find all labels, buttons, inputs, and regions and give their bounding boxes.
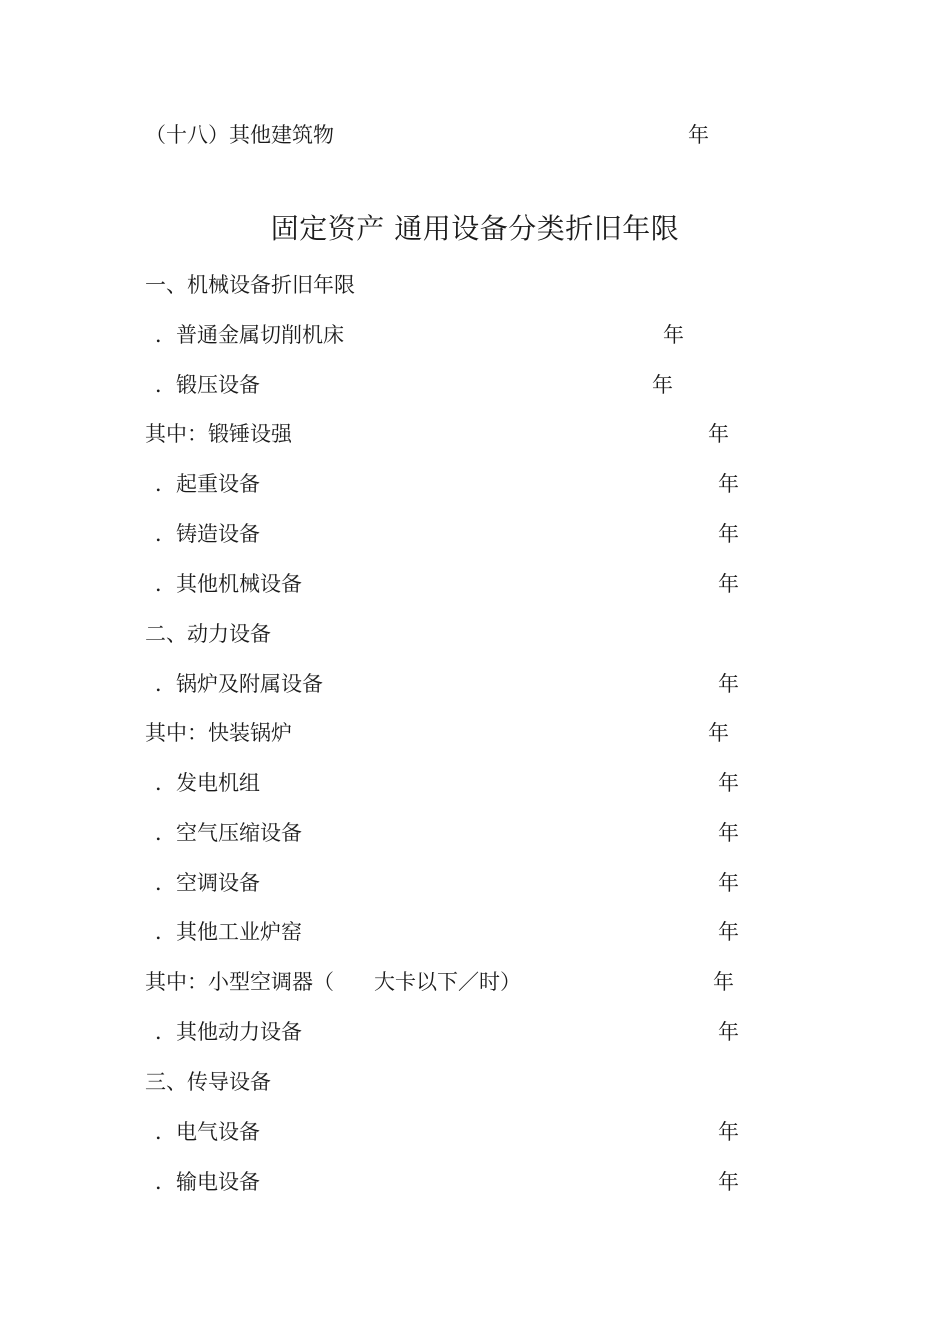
item-unit: 年 <box>718 1170 739 1194</box>
sub-item-label: 其中：锻锤设强 <box>145 422 292 446</box>
item-unit: 年 <box>718 572 739 596</box>
item-label: ．其他工业炉窑 <box>155 920 302 944</box>
item-label: ．锻压设备 <box>155 373 260 397</box>
item-label: ．起重设备 <box>155 472 260 496</box>
item-label: ．普通金属切削机床 <box>155 323 344 347</box>
item-unit: 年 <box>718 821 739 845</box>
item-unit: 年 <box>718 771 739 795</box>
item-label: ．其他机械设备 <box>155 572 302 596</box>
item-unit: 年 <box>718 522 739 546</box>
sub-item-label: 其中：小型空调器（ 大卡以下／时） <box>145 970 522 994</box>
item-unit: 年 <box>688 123 709 147</box>
item-label: ．空调设备 <box>155 871 260 895</box>
item-unit: 年 <box>713 970 734 994</box>
item-label: ．锅炉及附属设备 <box>155 672 323 696</box>
item-unit: 年 <box>718 920 739 944</box>
item-unit: 年 <box>652 373 673 397</box>
item-label: ．空气压缩设备 <box>155 821 302 845</box>
section-heading: 二、动力设备 <box>145 622 271 646</box>
item-unit: 年 <box>708 721 729 745</box>
item-label: ．电气设备 <box>155 1120 260 1144</box>
item-label: ．发电机组 <box>155 771 260 795</box>
item-label: （十八）其他建筑物 <box>145 123 334 147</box>
item-unit: 年 <box>718 672 739 696</box>
section-heading: 三、传导设备 <box>145 1070 271 1094</box>
section-heading: 一、机械设备折旧年限 <box>145 273 355 297</box>
item-unit: 年 <box>663 323 684 347</box>
item-unit: 年 <box>718 472 739 496</box>
item-label: ．其他动力设备 <box>155 1020 302 1044</box>
page-title: 固定资产 通用设备分类折旧年限 <box>270 212 680 245</box>
item-unit: 年 <box>708 422 729 446</box>
item-label: ．输电设备 <box>155 1170 260 1194</box>
sub-item-label: 其中：快装锅炉 <box>145 721 292 745</box>
item-label: ．铸造设备 <box>155 522 260 546</box>
item-unit: 年 <box>718 1120 739 1144</box>
item-unit: 年 <box>718 1020 739 1044</box>
item-unit: 年 <box>718 871 739 895</box>
